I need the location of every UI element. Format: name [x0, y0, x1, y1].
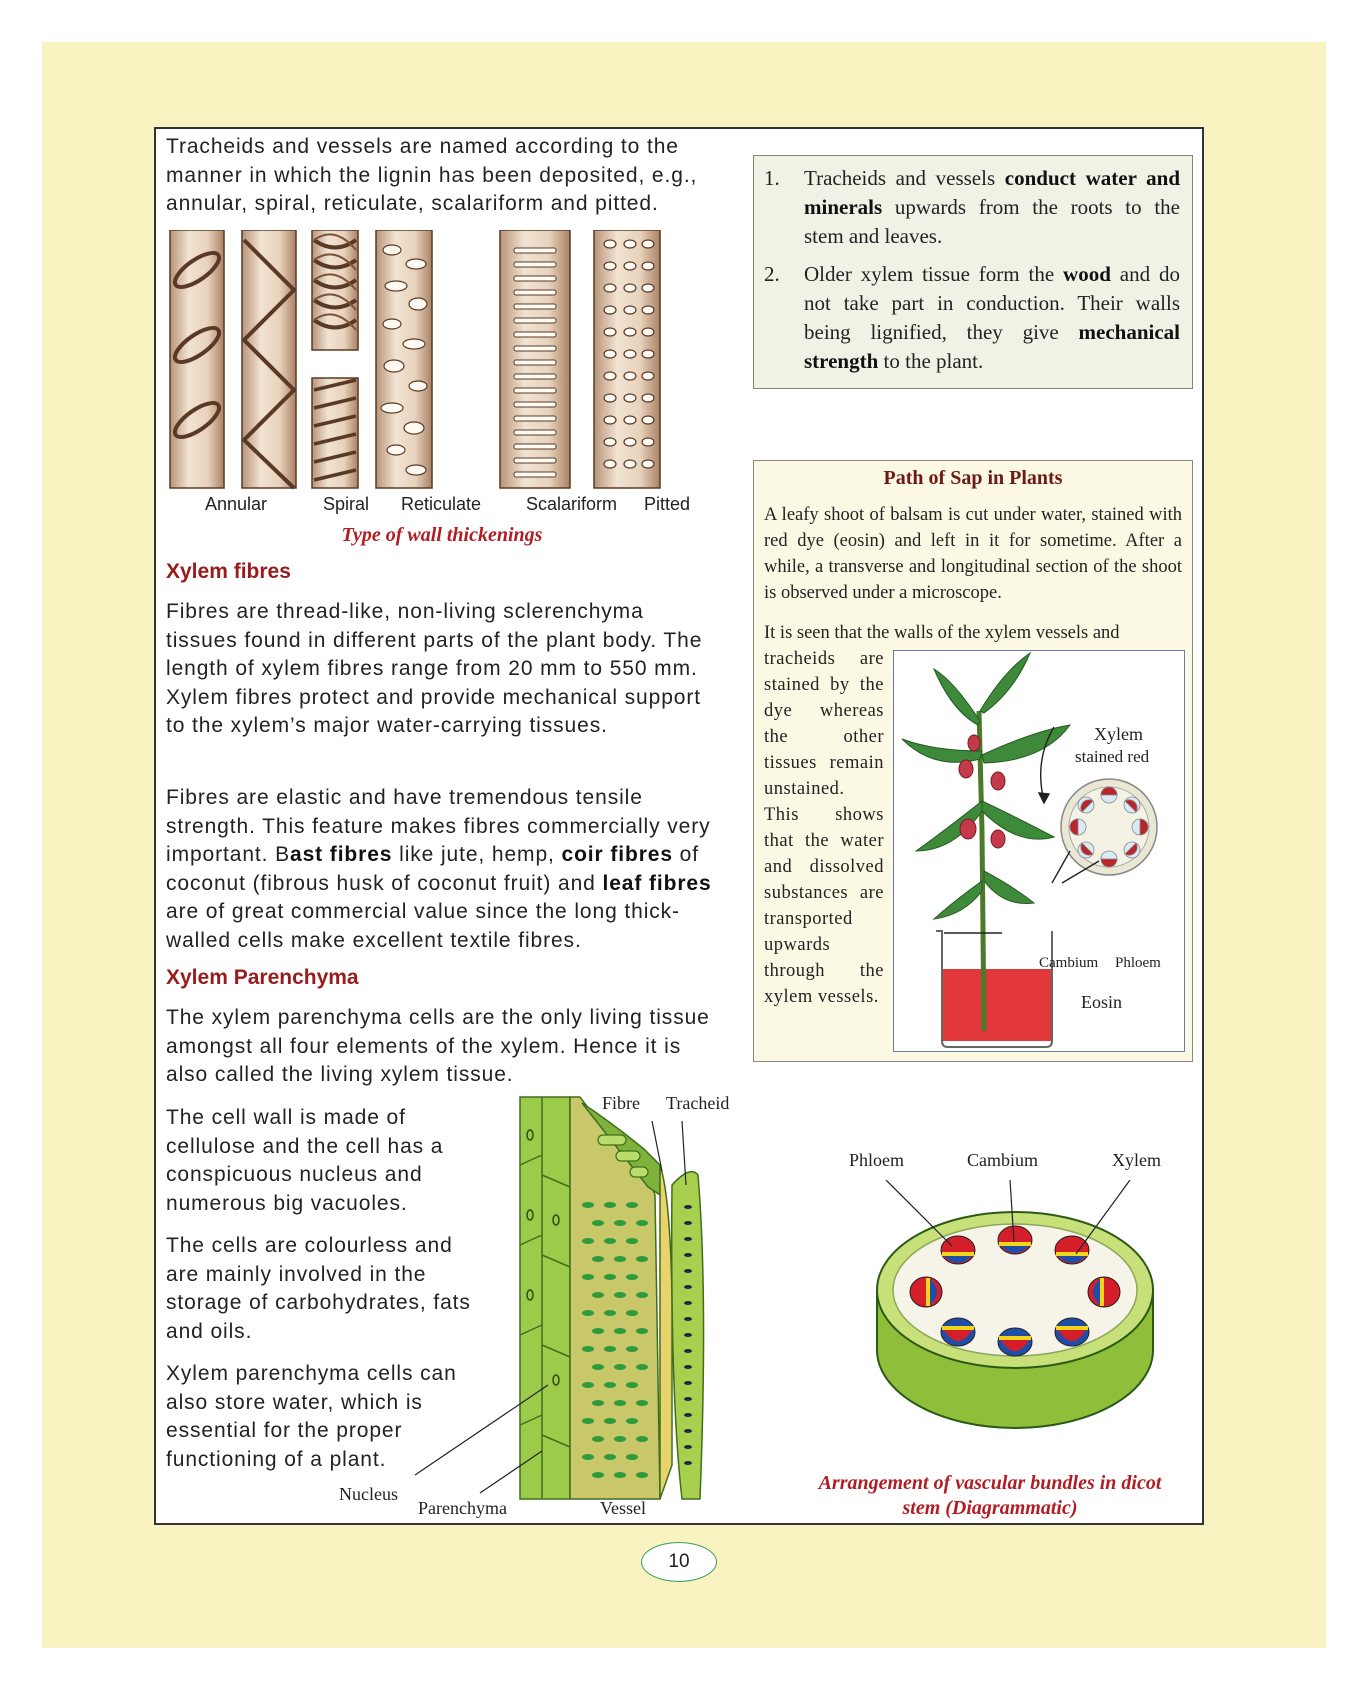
beaker [936, 931, 1052, 1047]
fibres-paragraph-1: Fibres are thread-like, non-living sclerenchyma tissues found in different parts of the plant body. The length of xylem fibres range from 20 mm to 550 mm. Xylem fibres protect and provide mechanical support to the xylem’s major water-carrying tissues. [166, 600, 703, 737]
function-item-2: 2. Older xylem tissue form the wood and do not take part in conduction. Their walls being lignified, they give mechanical strength to the plant. [764, 262, 1180, 373]
label-annular: Annular [205, 494, 268, 514]
wall-thickenings-figure [164, 230, 712, 490]
thickenings-caption: Type of wall thickenings [341, 524, 543, 546]
tracheid-cell [672, 1172, 704, 1499]
label-fibre: Fibre [602, 1093, 640, 1113]
label-phloem-stem: Phloem [849, 1150, 905, 1170]
fibres-paragraph-2: Fibres are elastic and have tremendous tensile strength. This feature makes fibres commercially very important. Bast fibres like jute, hemp, coir fibres of coconut (fibrous husk of coconut fruit) and leaf fibres are of great commercial value since the long thick-walled cells make excellent textile fibres. [166, 786, 712, 952]
label-parenchyma: Parenchyma [418, 1498, 507, 1518]
label-pitted: Pitted [644, 494, 691, 514]
balsam-leaves [902, 653, 1070, 919]
stem-caption-line-1: Arrangement of vascular bundles in dicot [818, 1472, 1162, 1494]
annular-vessel-2 [242, 230, 296, 488]
stem-cross-section [1061, 779, 1157, 875]
spiral-vessel [312, 230, 358, 488]
pitted-vessel [594, 230, 660, 488]
sap-title: Path of Sap in Plants [883, 467, 1063, 489]
label-xylem-stem: Xylem [1112, 1150, 1161, 1170]
label-stained-red: stained red [1075, 747, 1150, 766]
sap-paragraph-1: A leafy shoot of balsam is cut under water, stained with red dye (eosin) and left in it for sometime. After a while, a transverse and longitudinal section of the shoot is observed under a microscope. [764, 505, 1182, 603]
xylem-fibres-heading: Xylem fibres [166, 560, 291, 583]
annular-vessel-1 [170, 230, 224, 488]
label-tracheid: Tracheid [666, 1093, 730, 1113]
stem-caption-line-2: stem (Diagrammatic) [902, 1497, 1078, 1519]
label-nucleus: Nucleus [339, 1484, 398, 1504]
label-xylem: Xylem [1094, 724, 1143, 744]
xylem-functions-box [753, 155, 1193, 389]
page-number: 10 [641, 1542, 717, 1582]
xylem-tissue-figure [330, 1095, 750, 1510]
dicot-stem-figure [870, 1180, 1160, 1470]
parenchyma-paragraph-4: Xylem parenchyma cells can also store water, which is essential for the proper functioning of a plant. [166, 1362, 457, 1471]
label-reticulate: Reticulate [401, 494, 482, 514]
label-vessel: Vessel [600, 1498, 646, 1518]
sap-paragraph-2-side: tracheids are stained by the dye whereas the other tissues remain unstained. This shows that the water and dissolved substances are transported upwards through the xylem vessels. [764, 649, 884, 1007]
label-eosin: Eosin [1081, 992, 1123, 1012]
parenchyma-paragraph-1: The xylem parenchyma cells are the only living tissue amongst all four elements of the xylem. Hence it is also called the living xylem tissue. [166, 1006, 710, 1086]
sap-paragraph-2-top: It is seen that the walls of the xylem vessels and [764, 623, 1120, 643]
parenchyma-paragraph-3: The cells are colourless and are mainly involved in the storage of carbohydrates, fats and oils. [166, 1234, 471, 1343]
function-item-1: 1. Tracheids and vessels conduct water and minerals upwards from the roots to the stem and leaves. [764, 166, 1181, 248]
xylem-parenchyma-heading: Xylem Parenchyma [166, 966, 359, 989]
label-phloem-small: Phloem [1115, 955, 1161, 971]
label-cambium-stem: Cambium [967, 1150, 1038, 1170]
label-cambium-small: Cambium [1039, 955, 1099, 971]
parenchyma-cells [520, 1097, 570, 1499]
reticulate-vessel [376, 230, 432, 488]
label-scalariform: Scalariform [526, 494, 618, 514]
scalariform-vessel [500, 230, 570, 488]
balsam-plant-illustration [894, 651, 1184, 1051]
intro-paragraph: Tracheids and vessels are named according to the manner in which the lignin has been deposited, e.g., annular, spiral, reticulate, scalariform and pitted. [166, 135, 698, 215]
parenchyma-paragraph-2: The cell wall is made of cellulose and the cell has a conspicuous nucleus and numerous big vacuoles. [166, 1106, 444, 1215]
label-spiral: Spiral [323, 494, 370, 514]
